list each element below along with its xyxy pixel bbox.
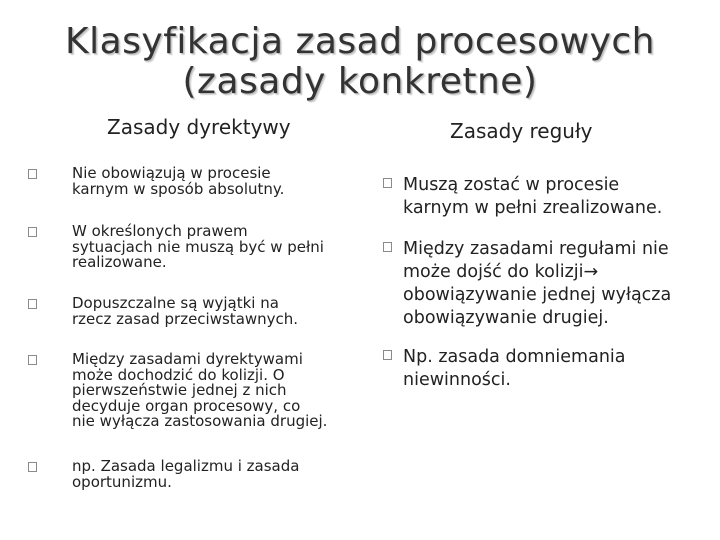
bullet-icon <box>383 350 392 360</box>
bullet-icon <box>383 242 392 252</box>
bullet-icon <box>28 299 37 309</box>
bullet-icon <box>28 462 37 472</box>
bullet-icon <box>28 169 37 179</box>
list-item-text: Między zasadami dyrektywami może dochodzić do kolizji. O pierwszeństwie jednej z nich decyduje organ procesowy, co nie wyłącza zastosowania drugiej. <box>72 350 328 430</box>
left-column-header: Zasady dyrektywy <box>107 115 291 139</box>
slide-title: Klasyfikacja zasad procesowych (zasady konkretne) <box>64 21 655 102</box>
list-item-text: Dopuszczalne są wyjątki na rzecz zasad przeciwstawnych. <box>72 294 299 328</box>
list-item-text: np. Zasada legalizmu i zasada oportunizmu. <box>72 457 300 491</box>
list-item-text: Nie obowiązują w procesie karnym w sposób absolutny. <box>72 164 285 198</box>
list-item-text: W określonych prawem sytuacjach nie muszą być w pełni realizowane. <box>72 222 324 271</box>
bullet-icon <box>383 178 392 188</box>
list-item-text: Muszą zostać w procesie karnym w pełni zrealizowane. <box>403 175 663 218</box>
bullet-icon <box>28 227 37 237</box>
right-column-header: Zasady reguły <box>450 119 593 143</box>
list-item-text: Między zasadami regułami nie może dojść do kolizji→ obowiązywanie jednej wyłącza obowiązywanie drugiej. <box>403 239 672 328</box>
bullet-icon <box>28 355 37 365</box>
list-item-text: Np. zasada domniemania niewinności. <box>403 347 626 390</box>
